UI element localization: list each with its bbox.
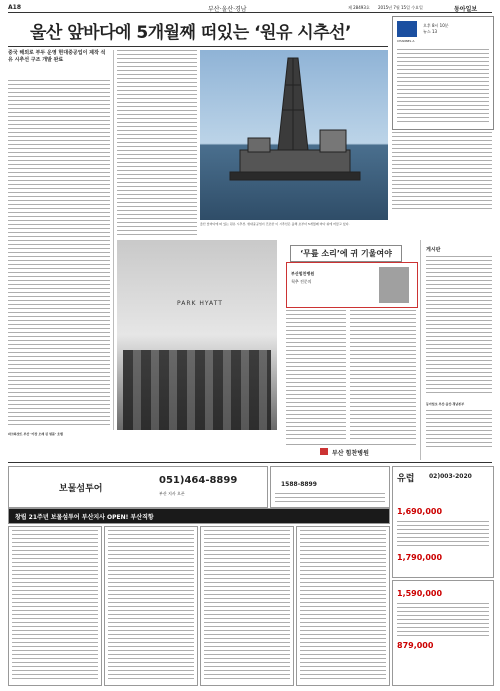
europe-title: 유럽: [397, 474, 415, 484]
small-ad-1-lines: [12, 530, 98, 682]
small-ad-3: [200, 526, 294, 686]
small-ad-3-lines: [204, 530, 290, 682]
channel-logo: [397, 21, 417, 37]
col-divider-2: [420, 240, 421, 460]
headline: 울산 앞바다에 5개월째 떠있는 ‘원유 시추선’: [30, 23, 352, 43]
left-article-text: [8, 80, 110, 425]
hospital-logo: [320, 448, 328, 455]
tour-phone: 051)464-8899: [159, 475, 238, 486]
europe-ad: [392, 466, 494, 578]
staff-group: [123, 350, 271, 430]
right-bottom-lines: [397, 603, 489, 637]
contact-title: 동아일보 부산·울산·경남본부: [426, 402, 465, 406]
channel-schedule-lines: [397, 49, 489, 125]
small-ad-2: [104, 526, 198, 686]
right-bottom-ad: [392, 580, 494, 686]
briefs-title: 게시판: [426, 247, 441, 253]
sub-headline: 중국 해외로 부두 운영 현대중공업이 제작 석유 시추선 구조 개발 완료: [8, 50, 106, 63]
section-name: 부산·울산·경남: [208, 6, 247, 13]
page-number: A18: [8, 4, 21, 11]
author-box: [286, 262, 418, 308]
banner-text: 창립 21주년 보물섬투어 부산지사 OPEN! 부산직항: [15, 514, 154, 521]
small-ad-2-lines: [108, 530, 194, 682]
contact-text: [426, 410, 492, 450]
channel-label: CHANNEL A: [397, 39, 415, 43]
hotel-caption: 파크하얏트 부산 ‘가장 오래 된 명품’ 호텔: [8, 432, 63, 436]
channel-item-1: 오후 8시 10분: [423, 23, 449, 28]
issue-date: 2015년 7월 15일 수요일: [378, 5, 423, 10]
small-ad-1: [8, 526, 102, 686]
col-divider-1: [113, 50, 114, 430]
issue-number: 제 28493호: [348, 5, 370, 10]
feature-text-1: [286, 310, 346, 440]
small-ad-4-lines: [300, 530, 386, 682]
rig-structure: [230, 58, 360, 180]
bottom-price-1: 1,590,000: [397, 589, 443, 598]
page-header: [8, 4, 492, 13]
article-column-2: [117, 50, 197, 235]
right-lines-block: [392, 132, 492, 212]
briefs-text: [426, 256, 492, 396]
main-photo-caption: 울산 앞바다에 떠 있는 원유 시추선. 현대중공업이 건조한 이 시추선은 올해 초부터 5개월째 바다 위에 머물고 있다.: [200, 222, 350, 226]
channel-box: [392, 16, 494, 130]
headline-rule: [8, 46, 388, 47]
oil-rig-photo: [200, 50, 388, 220]
feature-title: ‘무릎 소리’에 귀 기울여야: [290, 245, 402, 262]
hospital-name: 부산 힘찬병원: [332, 450, 369, 457]
bottom-price-2: 879,000: [397, 641, 434, 650]
channel-item-2: 뉴스 13: [423, 29, 438, 34]
europe-price-1: 1,690,000: [397, 507, 443, 516]
author-name: 부산힘찬병원: [291, 271, 315, 276]
author-photo: [379, 267, 409, 303]
europe-price-2: 1,790,000: [397, 553, 443, 562]
hospital-ad: [286, 444, 416, 457]
europe-phone: 02)003-2020: [429, 473, 472, 480]
hotline: 1588-8899: [281, 481, 317, 488]
tour-brand: 보물섬투어: [59, 484, 103, 494]
europe-lines: [397, 521, 489, 549]
tour-sub: 부산 지사 오픈: [159, 491, 185, 496]
mid-ad-lines: [275, 493, 385, 505]
small-ad-4: [296, 526, 390, 686]
brand-name: 동아일보: [454, 6, 478, 13]
mid-ad: [270, 466, 390, 508]
ad-section-rule: [8, 462, 492, 463]
tour-ad-top: [8, 466, 268, 508]
banner-ad: [8, 508, 390, 524]
hotel-photo: [117, 240, 277, 430]
feature-text-2: [350, 310, 416, 440]
author-title: 척추 전문의: [291, 279, 312, 284]
hotel-sign: PARK HYATT: [177, 300, 223, 307]
